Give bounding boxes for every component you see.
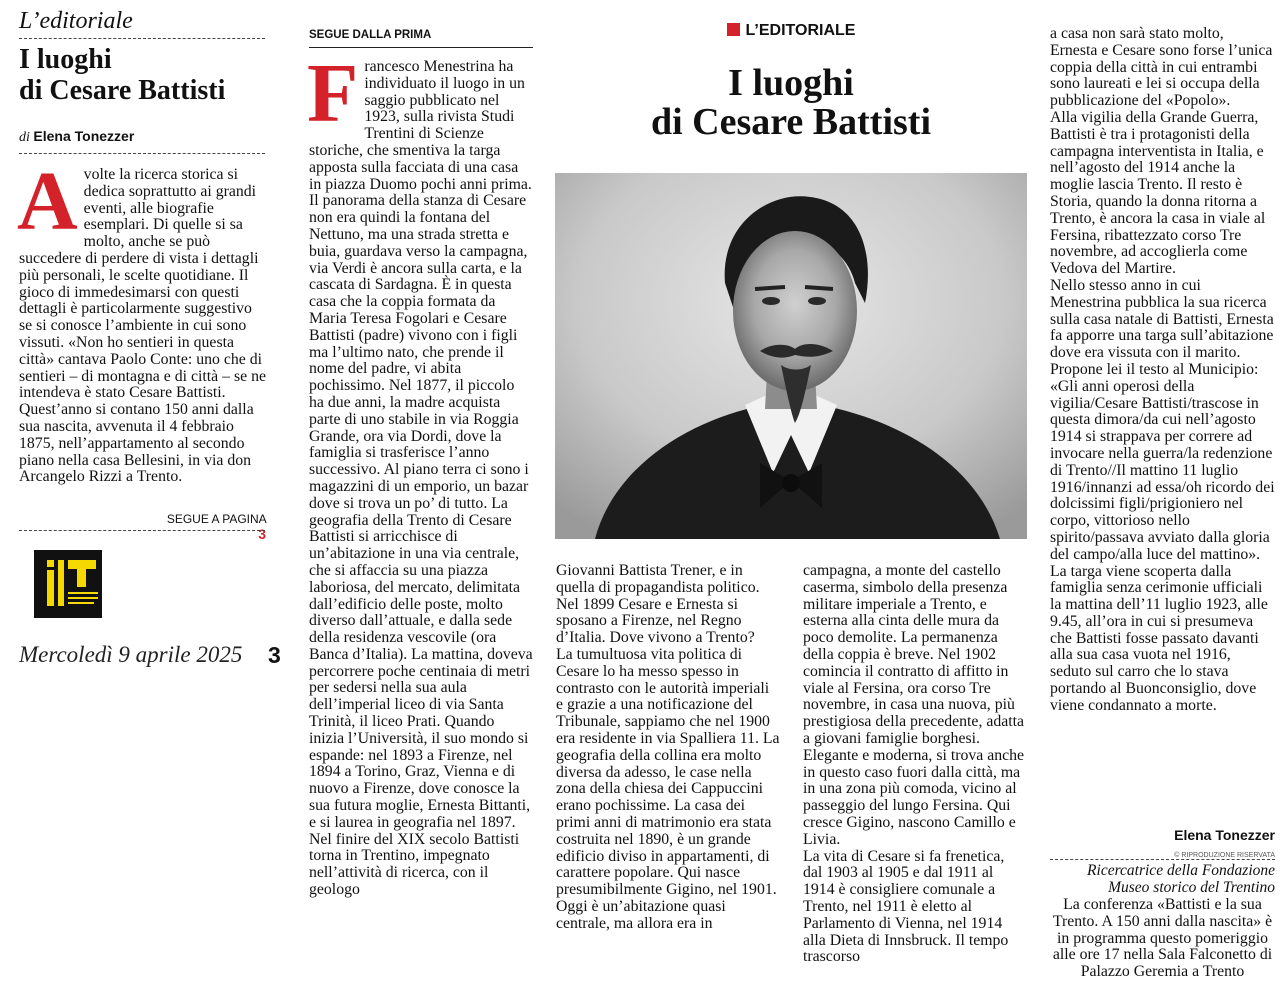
- sidebar-title: [19, 44, 225, 106]
- intro-article: [17, 155, 266, 486]
- column-5-text: [1050, 26, 1275, 715]
- divider: [19, 38, 265, 39]
- dropcap: A: [17, 155, 78, 248]
- divider: [19, 530, 265, 531]
- kicker: [555, 22, 1027, 40]
- divider: [19, 153, 265, 154]
- continued-from-header: SEGUE DALLA PRIMA: [309, 29, 432, 41]
- sidebar-title-line1: I luoghi: [19, 44, 112, 75]
- byline: [19, 128, 134, 146]
- conference-note: La conferenza «Battisti e la sua Trento. A 150 anni dalla nascita» è in programma questo pomeriggio alle ore 17 nella Sala Falconetto di Palazzo Geremia a Trento: [1052, 896, 1273, 981]
- issue-date: Mercoledì 9 aprile 2025: [19, 642, 243, 667]
- column-5-paragraph-3: Nello stesso anno in cui Menestrina pubblica la sua ricerca sulla casa natale di Battisti, Ernesta fa apporre una targa sull’abitazione dove era vissuta con il marito. Propone lei il testo al Municipio: «Gli anni operosi della vigilia/Cesare Battisti/trascose in questa dimora/da cui nell’agosto 1914 si strappava per correre ad invocare nella guerra/la redenzione di Trento//Il mattino 11 luglio 1916/innanzi ad essa/oh ricordo dei dolcissimi figli/prigioniero nel corpo, vittorioso nello spirito/passava avviato dalla gloria del campo/alla luce del mattino».: [1050, 276, 1275, 563]
- author-role: Ricercatrice della Fondazione Museo storico del Trentino: [1087, 862, 1275, 896]
- column-4-paragraph-1: campagna, a monte del castello caserma, simbolo della presenza militare imperiale a Trento, e esterna alla cinta delle mura da poco demolite. La permanenza della coppia è breve. Nel 1902 comincia il contratto di affitto in viale al Fersina, ora corso Tre novembre, in casa una nuova, più prestigiosa della precedente, adatta a giovani famiglie borghesi. Elegante e moderna, si trova anche in questo caso fuori dalla città, ma in una zona più comoda, vicino al passeggio del lungo Fersina. Qui cresce Gigino, nascono Camillo e Livia.: [803, 562, 1025, 848]
- column-5-paragraph-2: Alla vigilia della Grande Guerra, Battisti è tra i protagonisti della campagna interventista in Italia, e nell’agosto del 1914 anche la moglie lascia Trento. Il resto è Storia, quando la donna ritorna a Trento, è ancora la casa in viale al Fersina, ribattezzato corso Tre novembre, ad accoglierla come Vedova del Martire.: [1050, 108, 1266, 278]
- byline-prefix: di: [19, 130, 30, 145]
- page-number: 3: [268, 642, 281, 668]
- column-3-text: [556, 563, 780, 933]
- dropcap: F: [307, 47, 359, 140]
- copyright: © RIPRODUZIONE RISERVATA: [1174, 852, 1275, 859]
- byline-name: Elena Tonezzer: [33, 128, 135, 144]
- continue-label: SEGUE A PAGINA 3: [166, 512, 266, 542]
- main-title-line2: di Cesare Battisti: [650, 101, 932, 143]
- main-title: [555, 64, 1027, 142]
- column-4-text: [803, 563, 1027, 966]
- main-title-line1: I luoghi: [728, 62, 854, 104]
- divider: [1050, 859, 1275, 860]
- column-5-paragraph-4: La targa viene scoperta dalla famiglia senza cerimonie ufficiali la mattina dell’11 luglio 1923, alle 9.45, all’ora in cui si presumeva che Battisti fosse passato davanti alla sua casa vuota nel 1916, seduto sul carro che lo stava portando al Buonconsiglio, dove viene condannato a morte.: [1050, 562, 1268, 714]
- logo-icon: [34, 550, 102, 618]
- column-2-paragraph-2: Nel finire del XIX secolo Battisti torna in Trentino, impegnato nell’attività di ricerca, con il geologo: [309, 830, 520, 899]
- intro-text: volte la ricerca storica si dedica soprattutto ai grandi eventi, alle biografie esemplari. Di quelle si sa molto, anche se può succedere di perdere di vista i dettagli più personali, le scelte quotidiane. Il gioco di immedesimarsi con questi dettagli è particolarmente suggestivo se si conosce l’ambiente in cui sono vissuti. «Non ho sentieri in questa città» cantava Paolo Conte: uno che di sentieri – di montagna e di città – se ne intendeva è stato Cesare Battisti. Quest’anno si contano 150 anni dalla sua nascita, avvenuta il 4 febbraio 1875, nell’appartamento al secondo piano nella casa Bellesini, in via don Arcangelo Rizzi a Trento.: [19, 166, 266, 486]
- column-2-paragraph: rancesco Menestrina ha individuato il luogo in un saggio pubblicato nel 1923, sulla rivista Studi Trentini di Scienze storiche, che smentiva la targa apposta sulla facciata di una casa in piazza Duomo pochi anni prima. Il panorama della stanza di Cesare non era quindi la fontana del Nettuno, ma una strada stretta e buia, guardava verso la campagna, via Verdi è ancora sulla carta, e la cascata di Sardagna. È in questa casa che la coppia formata da Maria Teresa Fogolari e Cesare Battisti (padre) vivono con i figli ma l’ultimo nato, che prende il nome del padre, vi abita pochissimo. Nel 1877, il piccolo ha due anni, la madre acquista parte di uno stabile in via Roggia Grande, ora via Dordi, dove la famiglia si trasferisce l’anno successivo. Al piano terra ci sono i magazzini di un emporio, un bazar dove si trova un po’ di tutto. La geografia della Trento di Cesare Battisti si arricchisce di un’abitazione in una via centrale, che si affaccia su una piazza laboriosa, del mercato, delimitata dall’edificio delle poste, molto diverso dall’attuale, e dalla sede della residenza vescovile (ora Banca d’Italia). La mattina, doveva percorrere poche centinaia di metri per sedersi nella sua aula dell’imperial liceo di via Santa Trinità, il liceo Prati. Quando inizia l’Università, il suo mondo si espande: nel 1893 a Firenze, nel 1894 a Torino, Graz, Vienna e di nuovo a Firenze, dove conosce la sua futura moglie, Ernesta Bittanti, e si laurea in geografia nel 1897.: [309, 58, 533, 831]
- column-3-paragraph-2: La tumultuosa vita politica di Cesare lo ha messo spesso in contrasto con le autorità imperiali e grazie a una notificazione del Tribunale, sappiamo che nel 1900 era residente in via Spalliera 11. La geografia della collina era molto diversa da adesso, le case nella zona della chiesa dei Cappuccini erano pochissime. La casa dei primi anni di matrimonio era stata costruita nel 1890, è un grande edificio diviso in appartamenti, di carattere popolare. Qui nasce presumibilmente Gigino, nel 1901. Oggi è un’abitazione quasi centrale, ma allora era in: [556, 645, 780, 932]
- column-4-paragraph-2: La vita di Cesare si fa frenetica, dal 1903 al 1905 e dal 1911 al 1914 è consigliere comunale a Trento, nel 1911 è eletto al Parlamento di Vienna, nel 1914 alla Dieta di Innsbruck. Il tempo trascorso: [803, 847, 1009, 966]
- portrait-photo: [555, 173, 1027, 539]
- section-label: L’editoriale: [19, 8, 133, 34]
- sidebar-title-line2: di Cesare Battisti: [19, 75, 226, 106]
- square-icon: [727, 23, 740, 36]
- continue-page: 3: [258, 526, 266, 542]
- column-3-paragraph-1: Giovanni Battista Trener, e in quella di propagandista politico. Nel 1899 Cesare e Ernesta si sposano a Firenze, nel Regno d’Italia. Dove vivono a Trento?: [556, 562, 760, 647]
- column-2-text: [307, 47, 533, 899]
- newspaper-logo: [34, 550, 102, 618]
- kicker-label: L’EDITORIALE: [745, 22, 856, 39]
- column-5-paragraph-1: a casa non sarà stato molto, Ernesta e Cesare sono forse l’unica coppia della città in cui entrambi sono laureati e lei si occupa della pubblicazione del «Popolo».: [1050, 25, 1273, 110]
- signature: Elena Tonezzer: [1174, 827, 1275, 843]
